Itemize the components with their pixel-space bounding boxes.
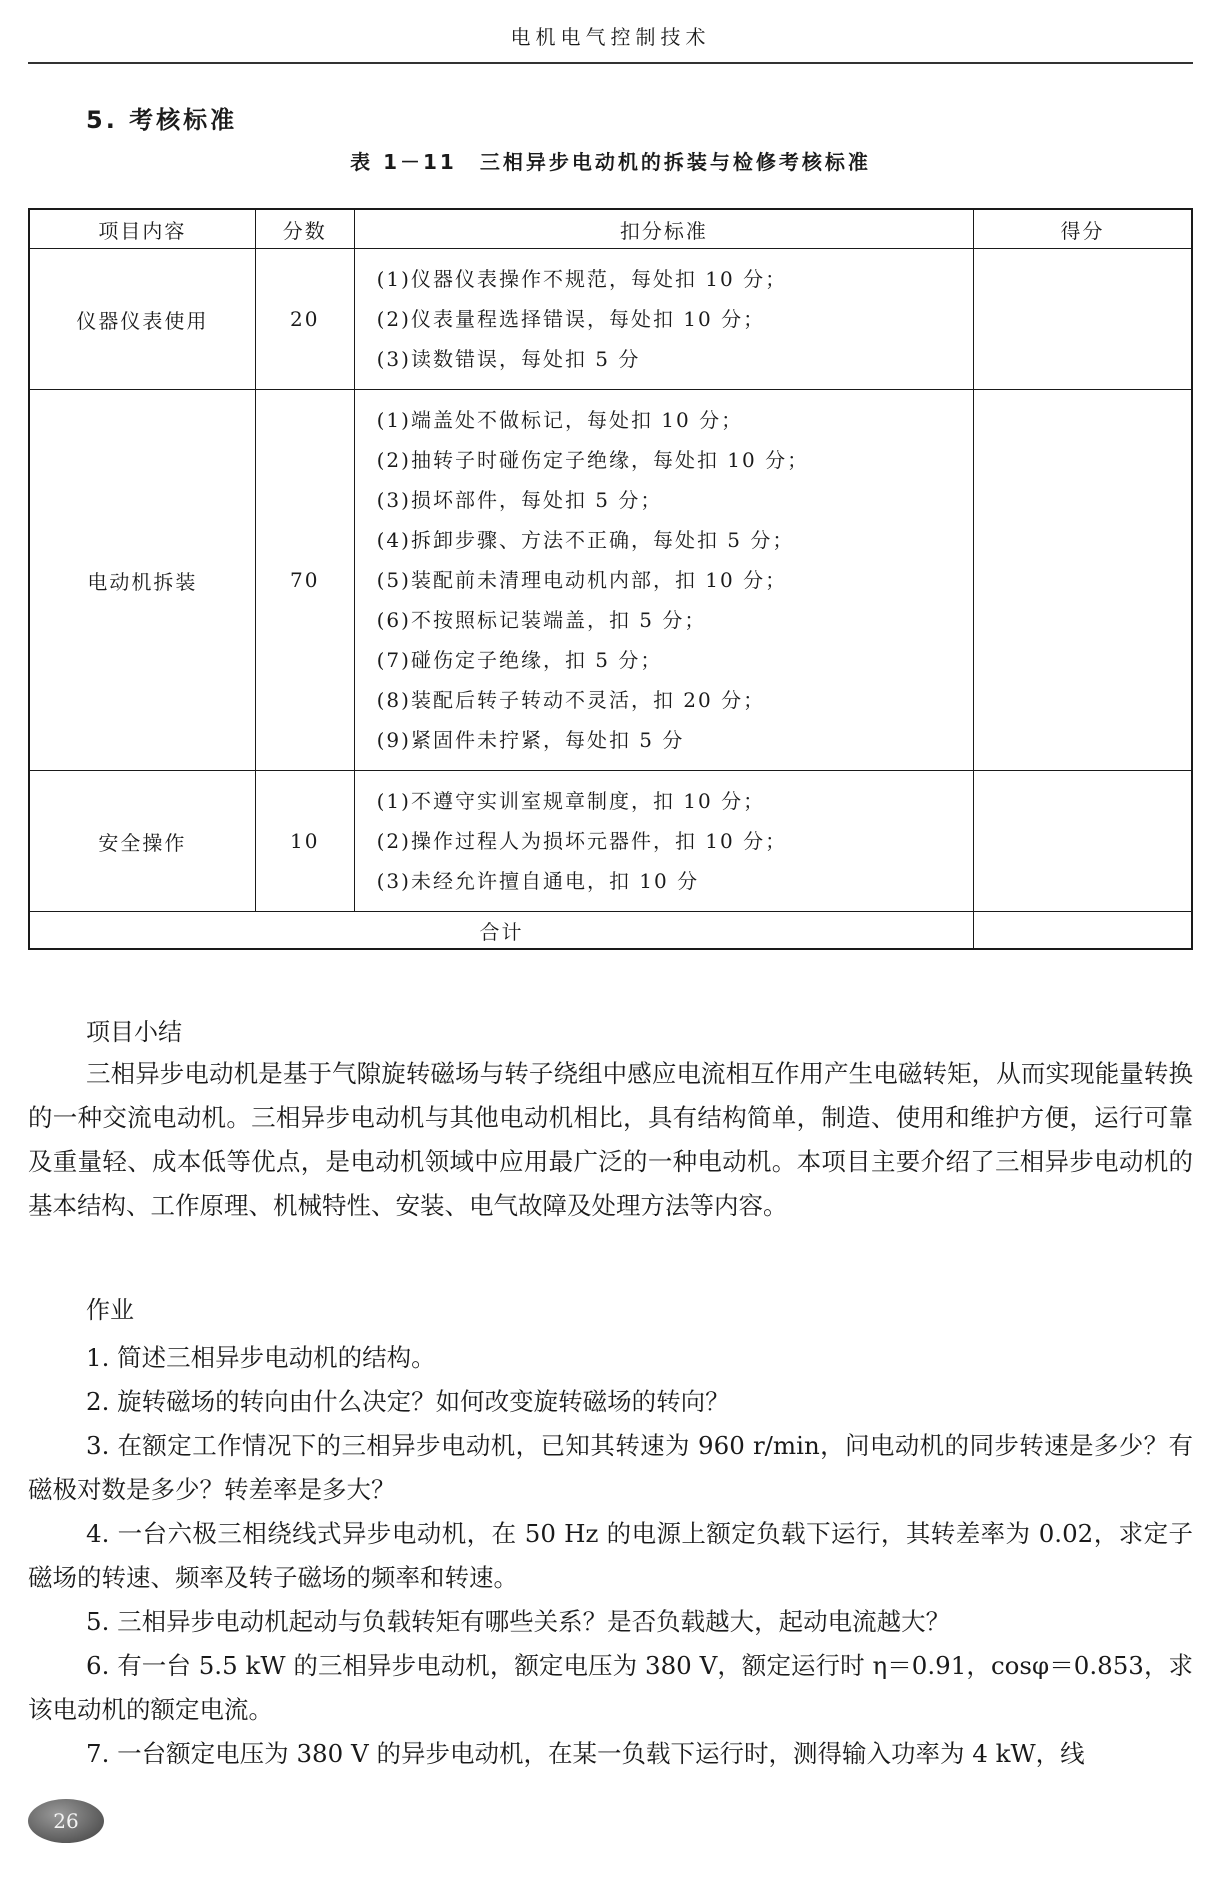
homework-title: 作业 [86, 1296, 134, 1324]
running-header-title: 电机电气控制技术 [510, 25, 711, 49]
criteria-line: (1)不遵守实训室规章制度，扣 10 分； [376, 789, 766, 813]
homework-item: 2. 旋转磁场的转向由什么决定？如何改变旋转磁场的转向？ [86, 1387, 730, 1416]
row-criteria [354, 390, 973, 771]
criteria-line: (1)端盖处不做标记，每处扣 10 分； [376, 408, 744, 432]
homework-item: 1. 简述三相异步电动机的结构。 [86, 1343, 436, 1372]
homework-item: 6. 有一台 5.5 kW 的三相异步电动机，额定电压为 380 V，额定运行时 η＝0.91，cosφ＝0.853，求该电动机的额定电流。 [28, 1651, 1193, 1724]
table-row [29, 390, 1192, 771]
row-earned-cell [974, 771, 1192, 912]
summary-title: 项目小结 [86, 1018, 182, 1046]
row-score: 10 [255, 771, 354, 912]
homework-item: 3. 在额定工作情况下的三相异步电动机，已知其转速为 960 r/min，问电动机的同步转速是多少？有磁极对数是多少？转差率是多大？ [28, 1431, 1193, 1504]
homework-item: 4. 一台六极三相绕线式异步电动机，在 50 Hz 的电源上额定负载下运行，其转差率为 0.02，求定子磁场的转速、频率及转子磁场的频率和转速。 [28, 1519, 1193, 1592]
running-header [28, 20, 1193, 64]
criteria-line: (3)未经允许擅自通电，扣 10 分 [376, 869, 700, 893]
row-criteria [354, 249, 973, 390]
criteria-line: (3)读数错误，每处扣 5 分 [376, 347, 641, 371]
homework-list [28, 1336, 1193, 1776]
criteria-line: (7)碰伤定子绝缘，扣 5 分； [376, 648, 663, 672]
homework-item: 7. 一台额定电压为 380 V 的异步电动机，在某一负载下运行时，测得输入功率为 4 kW，线 [86, 1739, 1085, 1768]
criteria-line: (1)仪器仪表操作不规范，每处扣 10 分； [376, 267, 788, 291]
table-caption: 表 1－11 三相异步电动机的拆装与检修考核标准 [350, 150, 871, 174]
page-number-badge [28, 1799, 104, 1843]
table-header-row [29, 209, 1192, 249]
column-header-criteria: 扣分标准 [354, 209, 973, 249]
column-header-score: 分数 [255, 209, 354, 249]
page-number: 26 [53, 1809, 79, 1833]
criteria-line: (3)损坏部件，每处扣 5 分； [376, 488, 663, 512]
homework-item: 5. 三相异步电动机起动与负载转矩有哪些关系？是否负载越大，起动电流越大？ [86, 1607, 951, 1636]
table-row [29, 249, 1192, 390]
row-score: 70 [255, 390, 354, 771]
criteria-line: (4)拆卸步骤、方法不正确，每处扣 5 分； [376, 528, 795, 552]
column-header-earned: 得分 [974, 209, 1192, 249]
criteria-line: (2)抽转子时碰伤定子绝缘，每处扣 10 分； [376, 448, 810, 472]
criteria-line: (2)操作过程人为损坏元器件，扣 10 分； [376, 829, 788, 853]
row-item: 仪器仪表使用 [29, 249, 255, 390]
criteria-line: (8)装配后转子转动不灵活，扣 20 分； [376, 688, 766, 712]
total-label: 合计 [29, 912, 974, 950]
row-earned-cell [974, 249, 1192, 390]
row-item: 安全操作 [29, 771, 255, 912]
column-header-item: 项目内容 [29, 209, 255, 249]
criteria-line: (2)仪表量程选择错误，每处扣 10 分； [376, 307, 766, 331]
criteria-line: (6)不按照标记装端盖，扣 5 分； [376, 608, 707, 632]
table-row [29, 771, 1192, 912]
row-criteria [354, 771, 973, 912]
section-title: 5. 考核标准 [86, 106, 238, 134]
row-item: 电动机拆装 [29, 390, 255, 771]
total-earned-cell [974, 912, 1192, 950]
criteria-line: (9)紧固件未拧紧，每处扣 5 分 [376, 728, 685, 752]
row-score: 20 [255, 249, 354, 390]
criteria-line: (5)装配前未清理电动机内部，扣 10 分； [376, 568, 788, 592]
row-earned-cell [974, 390, 1192, 771]
total-row [29, 912, 1192, 950]
summary-paragraph: 三相异步电动机是基于气隙旋转磁场与转子绕组中感应电流相互作用产生电磁转矩，从而实现能量转换的一种交流电动机。三相异步电动机与其他电动机相比，具有结构简单，制造、使用和维护方便，运行可靠及重量轻、成本低等优点，是电动机领域中应用最广泛的一种电动机。本项目主要介绍了三相异步电动机的基本结构、工作原理、机械特性、安装、电气故障及处理方法等内容。 [28, 1059, 1193, 1220]
assessment-table [28, 208, 1193, 950]
